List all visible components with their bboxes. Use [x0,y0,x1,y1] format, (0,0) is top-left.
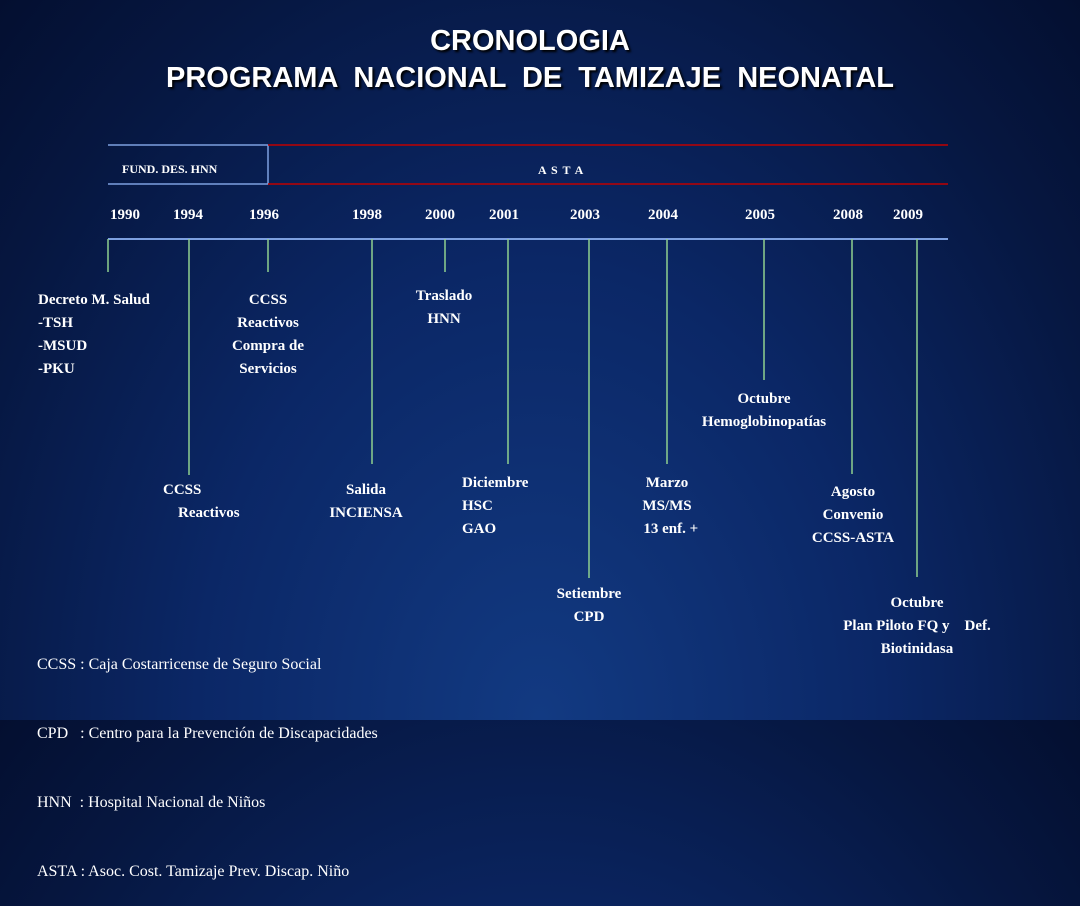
event-2004: Marzo MS/MS 13 enf. + [642,475,699,537]
year-1996: 1996 [249,207,279,223]
event-1994: CCSS Reactivos [163,482,240,521]
legend-item-ccss: CCSS : Caja Costarricense de Seguro Social [37,656,322,673]
year-2008: 2008 [833,207,863,223]
event-1990: Decreto M. Salud -TSH -MSUD -PKU [38,292,150,377]
asta-band-label: A S T A [538,163,585,177]
event-2008: Agosto Convenio CCSS-ASTA [811,484,895,546]
event-2003: Setiembre CPD [556,586,622,625]
legend-item-hnn: HNN : Hospital Nacional de Niños [37,794,266,811]
event-1998: Salida INCIENSA [329,482,403,521]
event-2009: Octubre Plan Piloto FQ y Def. Biotinidasa [843,595,991,657]
year-1994: 1994 [173,207,203,223]
abbreviation-legend [37,607,378,906]
fund-band-label: FUND. DES. HNN [122,162,218,176]
event-2000: Traslado HNN [415,288,473,327]
event-1996: CCSS Reactivos Compra de Servicios [231,292,305,377]
year-2009: 2009 [893,207,923,223]
year-1998: 1998 [352,207,382,223]
year-2000: 2000 [425,207,455,223]
year-2005: 2005 [745,207,775,223]
year-2003: 2003 [570,207,600,223]
year-2001: 2001 [489,207,519,223]
event-2005: Octubre Hemoglobinopatías [701,391,827,430]
chart-title: CRONOLOGIA [430,25,630,57]
year-2004: 2004 [648,207,678,223]
year-1990: 1990 [110,207,140,223]
legend-item-cpd: CPD : Centro para la Prevención de Discapacidades [37,725,378,742]
event-2001: Diciembre HSC GAO [462,475,529,537]
chart-subtitle: PROGRAMA NACIONAL DE TAMIZAJE NEONATAL [166,62,894,94]
legend-item-asta: ASTA : Asoc. Cost. Tamizaje Prev. Discap. Niño [37,863,350,880]
